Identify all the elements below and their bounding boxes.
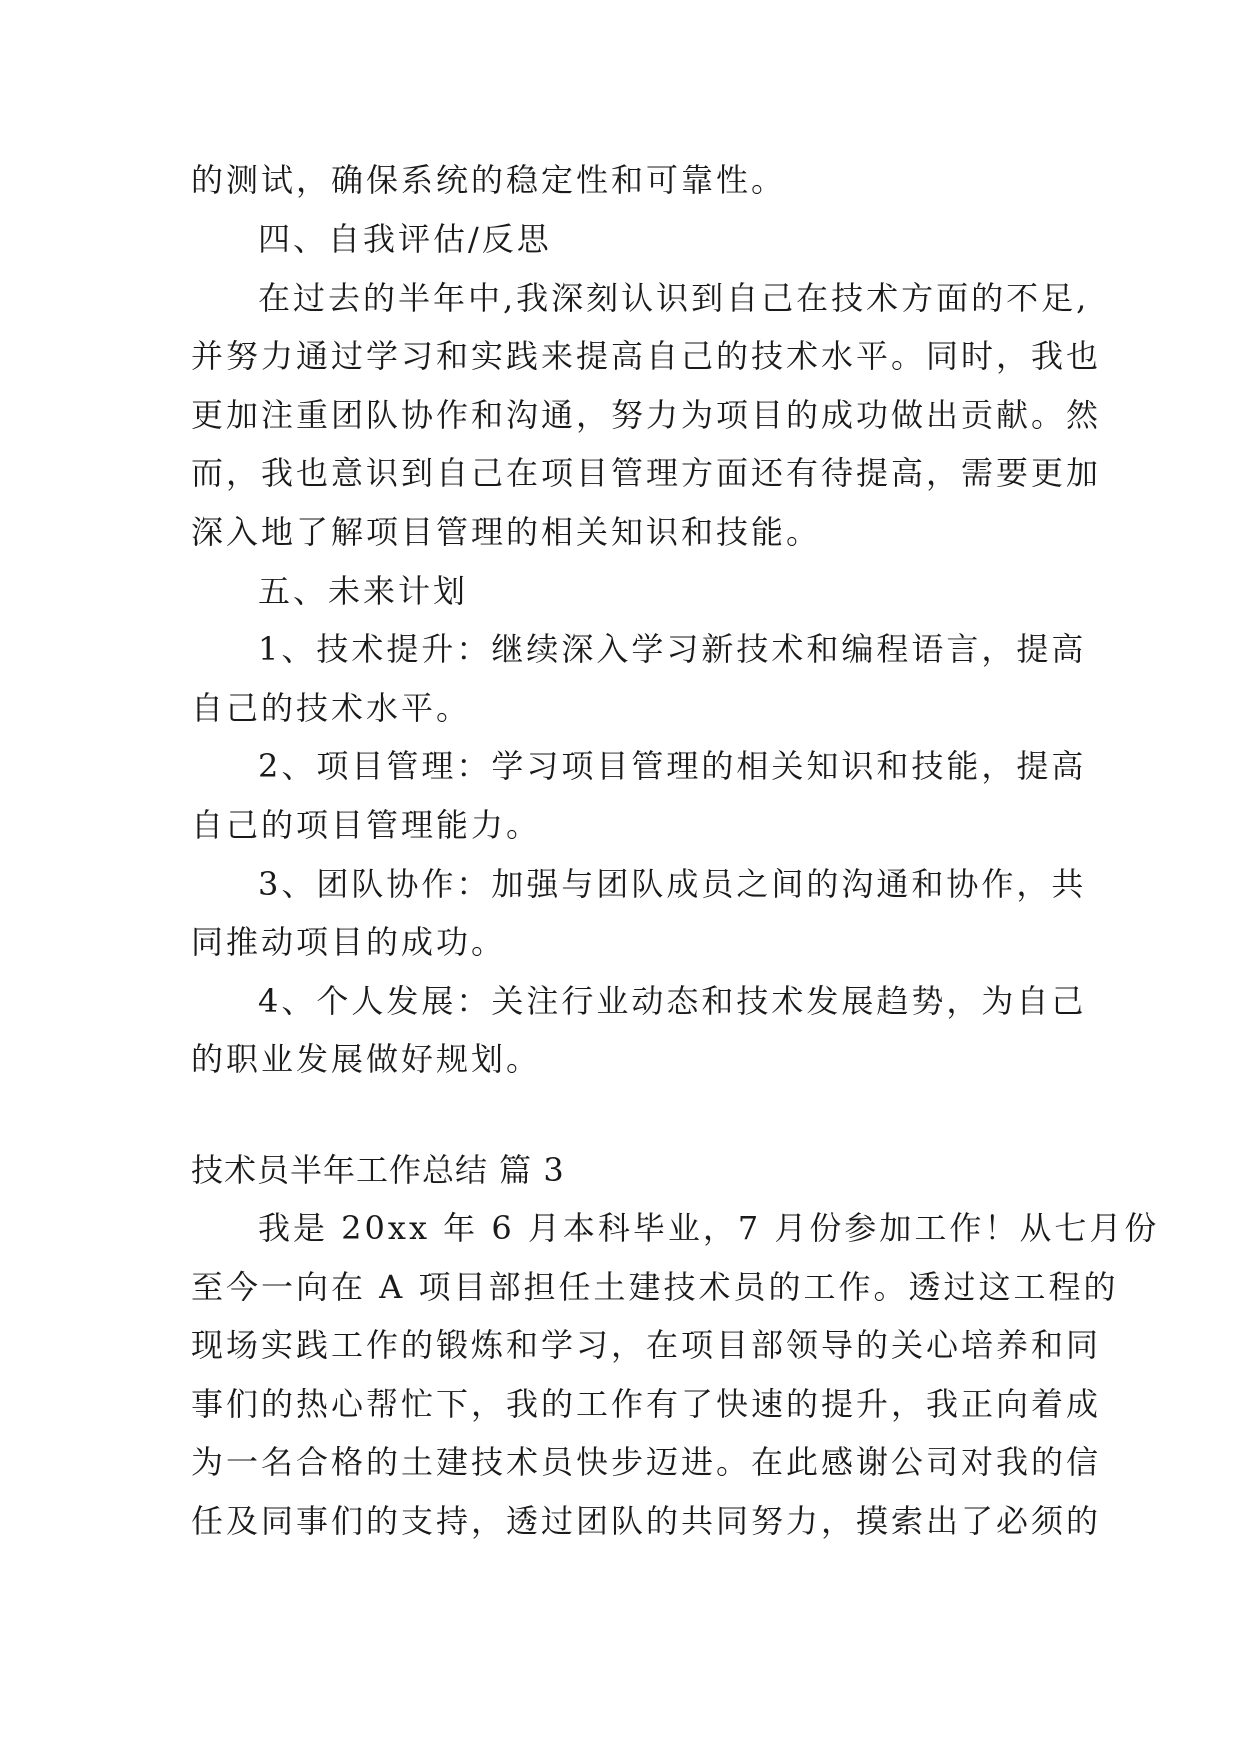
text-line: 自己的项目管理能力。 xyxy=(191,806,542,844)
section-heading: 四、自我评估/反思 xyxy=(258,220,552,258)
text-line: 而，我也意识到自己在项目管理方面还有待提高，需要更加 xyxy=(191,454,1102,492)
text-line: 的测试，确保系统的稳定性和可靠性。 xyxy=(191,161,787,199)
text-line: 任及同事们的支持，透过团队的共同努力，摸索出了必须的 xyxy=(191,1502,1102,1540)
text-line: 同推动项目的成功。 xyxy=(191,923,507,961)
text-line: 为一名合格的土建技术员快步迈进。在此感谢公司对我的信 xyxy=(191,1443,1102,1481)
text-line: 在过去的半年中,我深刻认识到自己在技术方面的不足, xyxy=(258,279,1090,317)
text-line: 现场实践工作的锻炼和学习，在项目部领导的关心培养和同 xyxy=(191,1326,1102,1364)
text-line: 4、个人发展：关注行业动态和技术发展趋势，为自己 xyxy=(258,982,1087,1020)
text-line: 自己的技术水平。 xyxy=(191,689,472,727)
text-line: 并努力通过学习和实践来提高自己的技术水平。同时，我也 xyxy=(191,337,1102,375)
article-title: 技术员半年工作总结 篇 3 xyxy=(191,1151,565,1189)
text-line: 我是 20xx 年 6 月本科毕业，7 月份参加工作！从七月份 xyxy=(258,1209,1160,1247)
text-line: 至今一向在 A 项目部担任土建技术员的工作。透过这工程的 xyxy=(191,1268,1119,1306)
text-line: 3、团队协作：加强与团队成员之间的沟通和协作，共 xyxy=(258,865,1087,903)
section-heading: 五、未来计划 xyxy=(258,572,469,610)
text-line: 1、技术提升：继续深入学习新技术和编程语言，提高 xyxy=(258,630,1087,668)
text-line: 深入地了解项目管理的相关知识和技能。 xyxy=(191,513,822,551)
text-line: 的职业发展做好规划。 xyxy=(191,1040,542,1078)
text-line: 更加注重团队协作和沟通，努力为项目的成功做出贡献。然 xyxy=(191,396,1102,434)
text-line: 2、项目管理：学习项目管理的相关知识和技能，提高 xyxy=(258,747,1087,785)
text-line: 事们的热心帮忙下，我的工作有了快速的提升，我正向着成 xyxy=(191,1385,1102,1423)
